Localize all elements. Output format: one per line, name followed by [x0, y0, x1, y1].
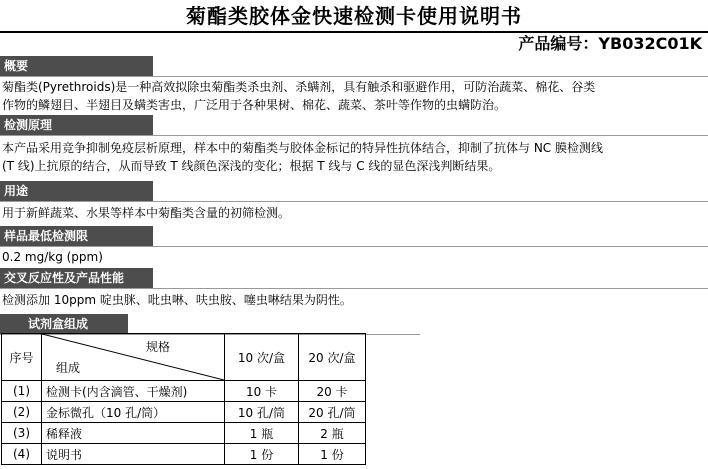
- header-col-20: 20 次/盒: [299, 334, 366, 381]
- header-diagonal-cell: [42, 334, 225, 381]
- principle-line: 本产品采用竞争抑制免疫层析原理，样本中的菊酯类与胶体金标记的特异性抗体结合，抑制了抗体与 NC 膜检测线: [2, 141, 603, 155]
- section-heading-usage: 用途: [0, 181, 153, 201]
- row-value-20: 20 卡: [299, 381, 366, 402]
- row-index: (2): [2, 402, 42, 423]
- section-heading-limit: 样品最低检测限: [0, 226, 153, 246]
- usage-text: [2, 204, 704, 222]
- row-name: 检测卡(内含滴管、干燥剂): [42, 381, 225, 402]
- section-heading-overview: 概要: [0, 56, 153, 76]
- row-value-10: 10 卡: [225, 381, 299, 402]
- table-row: [2, 423, 366, 444]
- limit-line: 0.2 mg/kg (ppm): [2, 250, 103, 264]
- section-heading-kit: 试剂盒组成: [0, 314, 128, 334]
- section-divider: [0, 246, 708, 247]
- table-header-row: [2, 334, 366, 381]
- overview-line: 菊酯类(Pyrethroids)是一种高效拟除虫菊酯类杀虫剂、杀螨剂，具有触杀和驱避作用，可防治蔬菜、棉花、谷类: [2, 80, 596, 94]
- header-col-10: 10 次/盒: [225, 334, 299, 381]
- row-name: 金标微孔（10 孔/筒）: [42, 402, 225, 423]
- row-name: 稀释液: [42, 423, 225, 444]
- usage-line: 用于新鲜蔬菜、水果等样本中菊酯类含量的初筛检测。: [2, 206, 291, 220]
- row-index: (1): [2, 381, 42, 402]
- row-value-10: 1 瓶: [225, 423, 299, 444]
- overview-line: 作物的鳞翅目、半翅目及螨类害虫，广泛用于各种果树、棉花、蔬菜、茶叶等作物的虫螨防治。: [2, 98, 507, 112]
- overview-text: [2, 78, 704, 114]
- product-code: 产品编号：YB032C01K: [518, 34, 702, 53]
- table-row: [2, 381, 366, 402]
- row-index: (4): [2, 444, 42, 465]
- row-value-10: 10 孔/筒: [225, 402, 299, 423]
- kit-composition-table: [1, 333, 366, 465]
- section-divider: [0, 76, 708, 77]
- table-row: [2, 402, 366, 423]
- limit-text: [2, 248, 704, 266]
- row-value-20: 1 份: [299, 444, 366, 465]
- row-name: 说明书: [42, 444, 225, 465]
- header-composition: 组成: [56, 361, 81, 375]
- row-value-10: 1 份: [225, 444, 299, 465]
- page-title: 菊酯类胶体金快速检测卡使用说明书: [186, 4, 522, 28]
- section-heading-principle: 检测原理: [0, 115, 153, 135]
- section-heading-cross: 交叉反应性及产品性能: [0, 268, 153, 288]
- cross-line: 检测添加 10ppm 啶虫脒、吡虫啉、呋虫胺、噻虫啉结果为阴性。: [2, 293, 352, 307]
- principle-line: (T 线)上抗原的结合，从而导致 T 线颜色深浅的变化；根据 T 线与 C 线的显色深浅判断结果。: [2, 159, 501, 173]
- cross-text: [2, 291, 704, 309]
- section-divider: [0, 288, 708, 289]
- row-index: (3): [2, 423, 42, 444]
- section-divider: [0, 201, 708, 202]
- header-index: 序号: [2, 334, 42, 381]
- section-divider: [0, 135, 708, 136]
- header-spec: 规格: [145, 340, 170, 354]
- row-value-20: 20 孔/筒: [299, 402, 366, 423]
- table-row: [2, 444, 366, 465]
- row-value-20: 2 瓶: [299, 423, 366, 444]
- principle-text: [2, 139, 704, 175]
